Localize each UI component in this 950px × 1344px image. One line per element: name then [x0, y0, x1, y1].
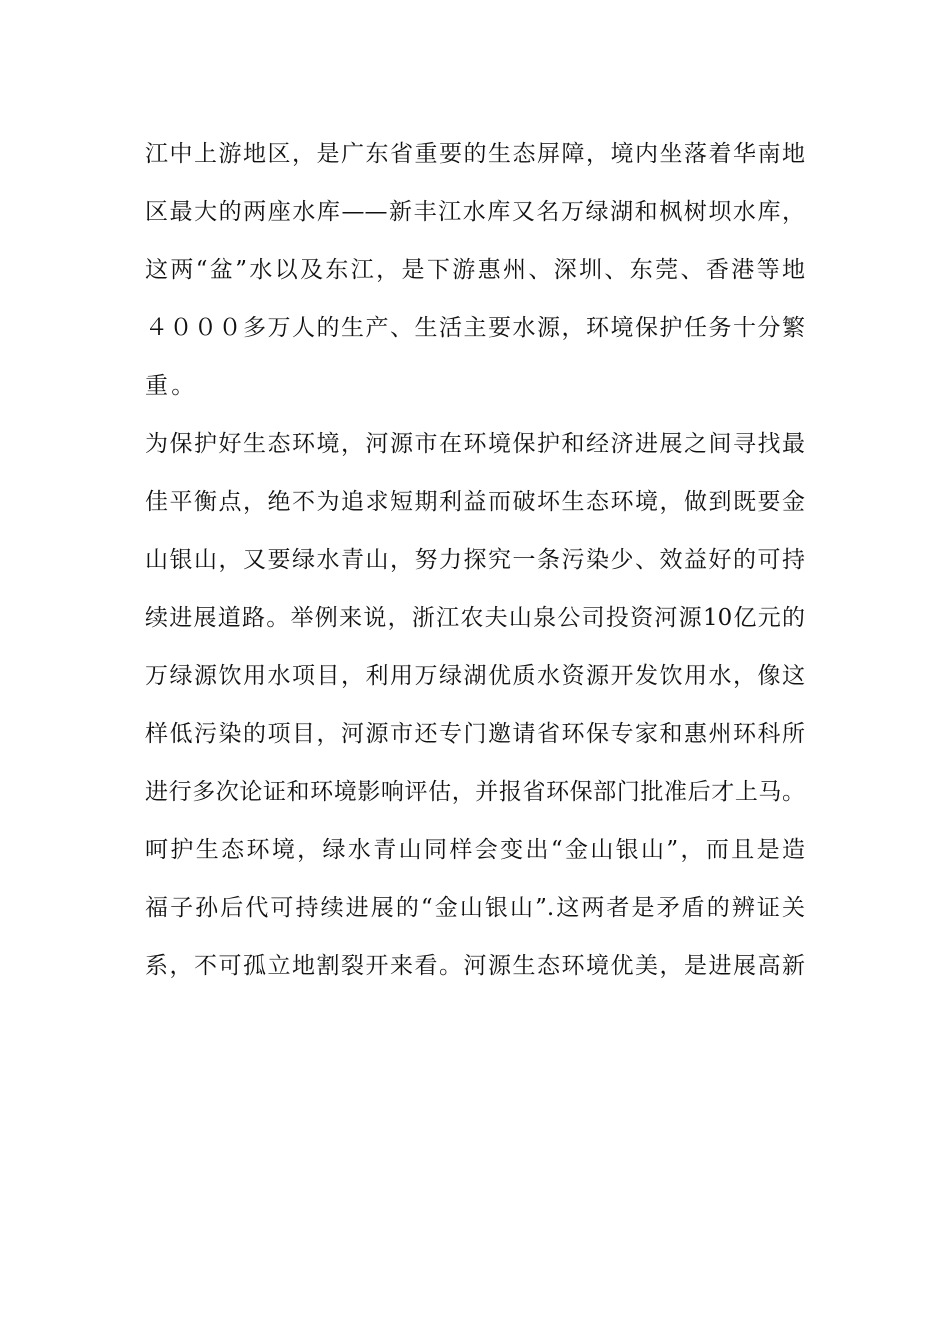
- text-line-1: 江中上游地区，是广东省重要的生态屏障，境内坐落着华南地: [145, 141, 805, 167]
- text-line-5: 重。: [145, 373, 198, 399]
- text-line-13: 呵护生态环境，绿水青山同样会变出“金山银山”，而且是造: [145, 837, 805, 863]
- text-line-11: 样低污染的项目，河源市还专门邀请省环保专家和惠州环科所: [145, 721, 805, 747]
- text-line-4: ４０００多万人的生产、生活主要水源，环境保护任务十分繁: [145, 315, 805, 341]
- text-line-9: 续进展道路。举例来说，浙江农夫山泉公司投资河源10亿元的: [145, 605, 805, 631]
- text-line-7: 佳平衡点，绝不为追求短期利益而破坏生态环境，做到既要金: [145, 489, 805, 515]
- document-body: [145, 130, 805, 1000]
- text-line-12: 进行多次论证和环境影响评估，并报省环保部门批准后才上马。: [145, 779, 805, 805]
- text-line-3: 这两“盆”水以及东江，是下游惠州、深圳、东莞、香港等地: [145, 257, 805, 283]
- text-line-10: 万绿源饮用水项目，利用万绿湖优质水资源开发饮用水，像这: [145, 663, 805, 689]
- text-line-6: 为保护好生态环境，河源市在环境保护和经济进展之间寻找最: [145, 431, 805, 457]
- text-line-15: 系，不可孤立地割裂开来看。河源生态环境优美，是进展高新: [145, 953, 805, 979]
- text-line-8: 山银山，又要绿水青山，努力探究一条污染少、效益好的可持: [145, 547, 805, 573]
- text-line-14: 福子孙后代可持续进展的“金山银山”.这两者是矛盾的辨证关: [145, 895, 805, 921]
- text-line-2: 区最大的两座水库——新丰江水库又名万绿湖和枫树坝水库，: [145, 199, 805, 225]
